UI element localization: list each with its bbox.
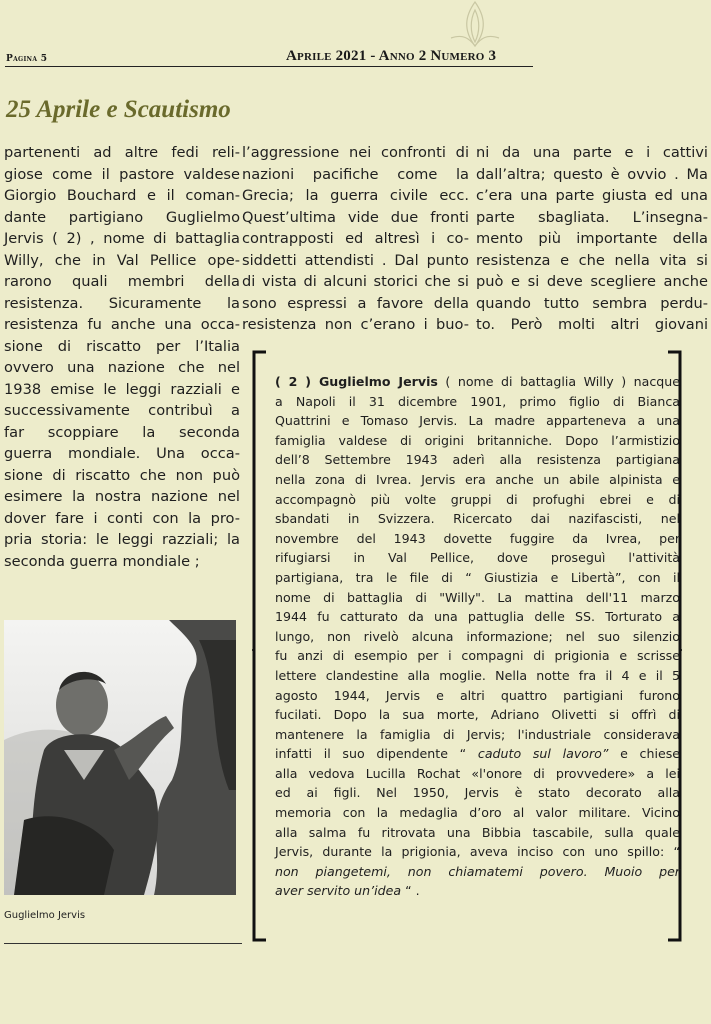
photo-caption: Guglielmo Jervis [4, 910, 86, 921]
text-line: 1944 fu catturato da una pattuglia delle SS. Torturato a [275, 609, 680, 625]
text-line: fu anzi di esempio per i compagni di prigionia e scrisse [275, 648, 680, 664]
text-line: può e si deve scegliere anche [476, 273, 708, 290]
text-line: contrapposti ed altresì i co- [242, 230, 469, 247]
text-line: giose come il pastore valdese [4, 165, 240, 183]
article-column-2 [242, 142, 469, 336]
text-line: dall’altra; questo è ovvio . Ma [476, 165, 708, 183]
text-line: a Napoli il 31 dicembre 1901, primo figlio di Bianca [275, 393, 680, 409]
text-line: rarono quali membri della [4, 273, 240, 290]
column-bottom-rule [4, 943, 242, 944]
text-line: rifugiarsi in Val Pellice, dove proseguì l'attività [275, 550, 680, 566]
text-line: Quest’ultima vide due fronti [242, 208, 469, 226]
text-line: quando tutto sembra perdu- [476, 294, 708, 312]
quote-caduto: caduto sul lavoro” [477, 746, 609, 762]
text-line: agosto 1944, Jervis e altri quattro partigiani furono [275, 687, 680, 703]
article-column-3 [476, 142, 708, 336]
decorative-emblem-icon [445, 0, 505, 48]
footnote-ref: ( 2 ) Guglielmo Jervis [275, 374, 438, 389]
text-line: alla salma fu ritrovata una Bibbia tascabile, sulla quale [275, 824, 680, 840]
text-line: dover fare i conti con la pro- [4, 509, 240, 527]
text-line: resistenza. Sicuramente la [4, 294, 240, 312]
text-line: alla vedova Lucilla Rochat «l'onore di provvedere» a lei [275, 765, 680, 781]
text-line: resistenza non c’erano i buo- [242, 316, 469, 333]
text-line: Giorgio Bouchard e il coman- [4, 187, 240, 204]
text-line: famiglia valdese di origini britanniche. Dopo l’armistizio [275, 432, 680, 448]
text-line: Willy, che in Val Pellice ope- [4, 251, 240, 269]
text-line: l’aggressione nei confronti di [242, 144, 469, 161]
footnote-line: aver servito un’idea “ . [275, 883, 420, 899]
issue-info: Aprile 2021 - Anno 2 Numero 3 [286, 48, 497, 64]
text-line: resistenza e che nella vita si [476, 251, 708, 269]
text-line: ed ai figli. Nel 1950, Jervis è stato decorato alla [275, 785, 680, 801]
text-line: esimere la nostra nazione nel [4, 488, 240, 505]
text-line: ovvero una nazione che nel [4, 359, 240, 376]
text-line: di vista di alcuni storici che si [242, 273, 469, 290]
text-line: dante partigiano Guglielmo [4, 208, 240, 226]
text-line: mantenere la famiglia di Jervis; l'industriale considerava [275, 726, 680, 742]
text-line: nome di battaglia di "Willy". La mattina dell'11 marzo [275, 589, 680, 605]
text-line: successivamente contribuì a [4, 402, 240, 419]
text-line: to. Però molti altri giovani [476, 316, 708, 333]
portrait-photo [4, 620, 236, 895]
text-line: ni da una parte e i cattivi [476, 144, 708, 161]
text-line: sono espressi a favore della [242, 294, 469, 312]
text-line: lungo, non rivelò alcuna informazione; nel suo silenzio [275, 628, 680, 644]
text-line: novembre del 1943 dovette fuggire da Ivrea, per [275, 530, 680, 546]
page-number: Pagina 5 [6, 54, 48, 64]
text-line: partigiana, tra le file di “ Giustizia e Libertà”, con il [275, 569, 680, 585]
text-line: nazioni pacifiche come la [242, 165, 469, 183]
text-line: memoria con la medaglia d’oro al valor militare. Vicino [275, 805, 680, 821]
text-line: c’era una parte giusta ed una [476, 187, 708, 204]
text-line: sbandati in Svizzera. Ricercato dai nazifascisti, nel [275, 511, 680, 527]
text-line: Quattrini e Tomaso Jervis. La madre apparteneva a una [275, 413, 680, 429]
text-line: Jervis ( 2) , nome di battaglia [4, 230, 240, 247]
text-line: fucilati. Dopo la sua morte, Adriano Olivetti si offrì di [275, 707, 680, 723]
text-line: partenenti ad altre fedi reli- [4, 144, 240, 161]
footnote-line: non piangetemi, non chiamatemi povero. Muoio per [275, 863, 680, 879]
text-line: 1938 emise le leggi razziali e [4, 380, 240, 398]
article-title: 25 Aprile e Scautismo [6, 96, 231, 123]
text-line: sione di riscatto che non può [4, 466, 240, 484]
text-line: sione di riscatto per l’Italia [4, 337, 240, 355]
footnote-line: infatti il suo dipendente “ caduto sul lavoro” e chiese [275, 746, 680, 762]
text-line: dell’8 Settembre 1943 aderì alla resistenza partigiana [275, 452, 680, 468]
text-line: siddetti attendisti . Dal punto [242, 251, 469, 269]
text-line: lettere clandestine alla moglie. Nella notte fra il 4 e il 5 [275, 667, 680, 683]
text-line: Grecia; la guerra civile ecc. [242, 187, 469, 204]
footnote-box [275, 372, 680, 901]
text-line: seconda guerra mondiale ; [4, 552, 200, 570]
article-column-1 [4, 142, 240, 572]
text-line: accompagnò più volte gruppi di profughi ebrei e di [275, 491, 680, 507]
text-line: parte sbagliata. L’insegna- [476, 208, 708, 226]
text-line: far scoppiare la seconda [4, 423, 240, 441]
text-line: pria storia: le leggi razziali; la [4, 531, 240, 548]
footnote-line: ( 2 ) Guglielmo Jervis ( nome di battaglia Willy ) nacque [275, 374, 681, 389]
text-line: Jervis, durante la prigionia, aveva inciso con uno spillo: “ [275, 844, 680, 860]
header-divider [5, 66, 533, 67]
text-line: resistenza fu anche una occa- [4, 316, 240, 333]
text-line: guerra mondiale. Una occa- [4, 445, 240, 462]
text-line: mento più importante della [476, 230, 708, 247]
text-line: nella zona di Ivrea. Jervis era anche un abile alpinista e [275, 471, 680, 487]
